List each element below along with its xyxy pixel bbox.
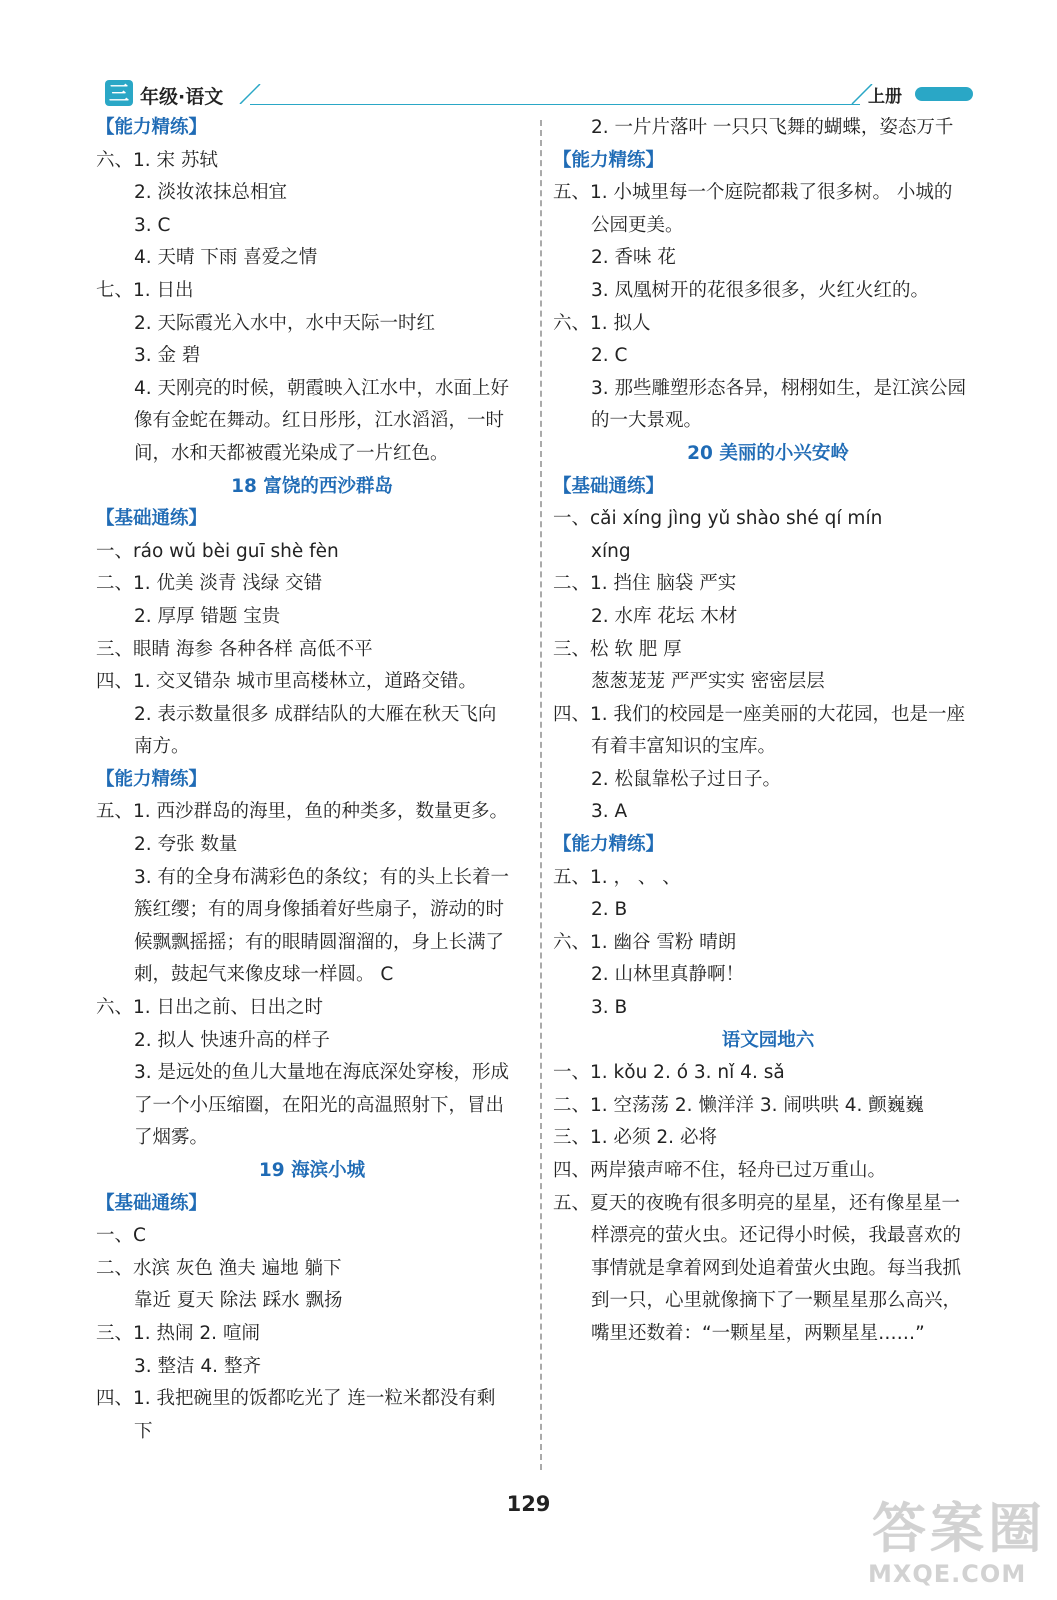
answer-line: 六、1. 拟人 [553,312,651,334]
answer-continuation: 的一大景观。 [591,410,703,432]
answer-line: 六、1. 幽谷 雪粉 晴朗 [553,931,737,953]
section-label: 【能力精练】 [553,834,665,856]
answer-line: 六、1. 日出之前、日出之时 [96,997,324,1019]
answer-line: 一、cǎi xíng jìng yǔ shào shé qí mín [553,508,883,530]
answer-line: 二、1. 挡住 脑袋 严实 [553,573,737,595]
right-column [553,112,983,1351]
answer-line: 二、1. 优美 淡青 浅绿 交错 [96,573,323,595]
lesson-title: 19 海滨小城 [258,1160,366,1181]
answer-continuation: 簇红缨；有的周身像插着好些扇子，游动的时 [134,899,505,921]
answer-subline: 4. 天晴 下雨 喜爱之情 [134,247,318,269]
answer-subline: 2. 松鼠靠松子过日子。 [591,768,782,790]
answer-continuation: 了烟雾。 [134,1127,209,1149]
answer-line: 二、1. 空荡荡 2. 懒洋洋 3. 闹哄哄 4. 颤巍巍 [553,1094,924,1116]
answer-subline: 3. 金 碧 [134,345,201,367]
answer-line: 二、水滨 灰色 渔夫 遍地 躺下 [96,1257,342,1279]
answer-subline: 2. 天际霞光入水中，水中天际一时红 [134,312,436,334]
answer-continuation: 下 [134,1420,153,1442]
answer-continuation: 嘴里还数着：“一颗星星，两颗星星……” [591,1322,925,1344]
answer-subline: 2. 拟人 快速升高的样子 [134,1029,330,1051]
answer-line: 五、夏天的夜晚有很多明亮的星星，还有像星星一 [553,1192,961,1214]
answer-subline: 3. C [134,214,171,236]
answer-line: 三、1. 必须 2. 必将 [553,1127,717,1149]
section-label: 【基础通练】 [553,475,665,497]
section-label: 【基础通练】 [96,1192,208,1214]
answer-line: 七、1. 日出 [96,279,194,301]
answer-subline: 3. 有的全身布满彩色的条纹；有的头上长着一 [134,866,510,888]
grade-subject-label: 年级·语文 [140,86,224,108]
answer-subline: 2. 香味 花 [591,247,676,269]
header-slant-decoration-left [238,84,262,104]
answer-continuation: 靠近 夏天 除法 踩水 飘扬 [134,1290,343,1312]
answer-subline: 3. B [591,997,628,1019]
answer-line: 一、1. kǒu 2. ó 3. nǐ 4. sǎ [553,1062,785,1084]
answer-subline: 2. 淡妆浓抹总相宜 [134,182,288,204]
section-label: 【能力精练】 [553,149,665,171]
answer-subline: 2. 水库 花坛 木材 [591,605,738,627]
answer-continuation: 有着丰富知识的宝库。 [591,736,777,758]
section-label: 【基础通练】 [96,508,208,530]
answer-line: 四、1. 我们的校园是一座美丽的大花园，也是一座 [553,703,966,725]
answer-continuation: 像有金蛇在舞动。红日彤彤，江水滔滔，一时 [134,410,505,432]
lesson-title: 20 美丽的小兴安岭 [687,442,849,464]
lesson-title: 语文园地六 [721,1029,815,1051]
answer-line: 三、松 软 肥 厚 [553,638,682,660]
left-column [96,112,528,1448]
volume-badge [915,87,973,101]
answer-line: 六、1. 宋 苏轼 [96,149,218,171]
watermark-logo [862,1480,1052,1598]
answer-subline: 3. 是远处的鱼儿大量地在海底深处穿梭，形成 [134,1062,510,1084]
answer-subline: 2. 夸张 数量 [134,834,238,856]
answer-continuation: xíng [591,540,631,562]
answer-line: 五、1. ， 、 、 [553,866,681,888]
answer-continuation: 间，水和天都被霞光染成了一片红色。 [134,442,449,464]
answer-continuation: 样漂亮的萤火虫。还记得小时候，我最喜欢的 [591,1225,962,1247]
answer-subline: 2. 山林里真静啊！ [591,964,745,986]
answer-subline: 2. 一片片落叶 一只只飞舞的蝴蝶，姿态万千 [591,117,954,138]
header-rule [250,104,860,105]
answer-continuation: 事情就是拿着网到处追着萤火虫跑。每当我抓 [591,1257,962,1279]
answer-line: 五、1. 西沙群岛的海里，鱼的种类多，数量更多。 [96,801,509,823]
answer-line: 三、眼睛 海参 各种各样 高低不平 [96,638,373,660]
answer-continuation: 了一个小压缩圈，在阳光的高温照射下，冒出 [134,1094,505,1116]
answer-line: 三、1. 热闹 2. 喧闹 [96,1322,260,1344]
answer-subline: 2. 厚厚 错题 宝贵 [134,605,281,627]
answer-continuation: 到一只，心里就像摘下了一颗星星那么高兴， [591,1290,962,1312]
answer-line: 一、C [96,1225,146,1247]
answer-continuation: 葱葱茏茏 严严实实 密密层层 [591,671,825,693]
answer-continuation: 候飘飘摇摇；有的眼睛圆溜溜的，身上长满了 [134,931,505,953]
answer-continuation: 公园更美。 [591,214,684,236]
answer-subline: 3. A [591,801,628,823]
watermark-url-text: MXQE.COM [868,1560,1027,1588]
answer-line: 一、ráo wǔ bèi guī shè fèn [96,540,339,562]
answer-continuation: 南方。 [134,736,190,758]
column-divider [540,120,542,1470]
answer-subline: 3. 那些雕塑形态各异，栩栩如生，是江滨公园 [591,377,967,399]
page-number: 129 [506,1492,551,1516]
answer-subline: 2. 表示数量很多 成群结队的大雁在秋天飞向 [134,703,497,725]
answer-subline: 4. 天刚亮的时候，朝霞映入江水中，水面上好 [134,377,510,399]
answer-line: 四、两岸猿声啼不住，轻舟已过万重山。 [553,1160,887,1181]
volume-label: 上册 [868,87,902,107]
answer-line: 四、1. 交叉错杂 城市里高楼林立，道路交错。 [96,671,477,693]
answer-subline: 3. 凤凰树开的花很多很多，火红火红的。 [591,279,930,301]
section-label: 【能力精练】 [96,117,208,138]
section-label: 【能力精练】 [96,768,208,790]
lesson-title: 18 富饶的西沙群岛 [231,475,393,497]
answer-subline: 2. C [591,345,628,367]
page-header [0,0,1057,120]
answer-subline: 2. B [591,899,628,921]
watermark-main-text: 答案圈 [872,1497,1046,1560]
answer-subline: 3. 整洁 4. 整齐 [134,1355,261,1377]
answer-line: 四、1. 我把碗里的饭都吃光了 连一粒米都没有剩 [96,1388,496,1410]
answer-line: 五、1. 小城里每一个庭院都栽了很多树。 小城的 [553,182,953,204]
grade-badge: 三 [105,80,133,106]
answer-continuation: 刺，鼓起气来像皮球一样圆。 C [134,964,394,986]
